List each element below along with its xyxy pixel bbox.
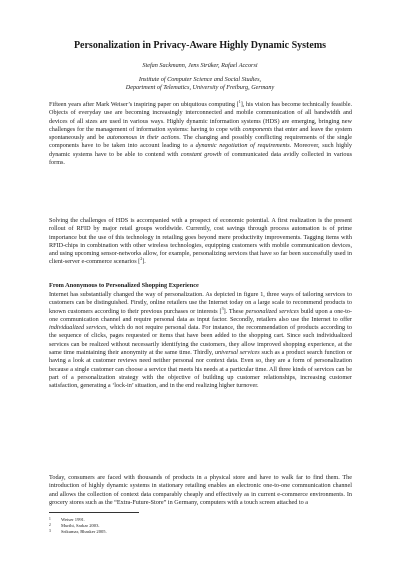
affiliation-line-2: Department of Telematics, University of Freiburg, Germany	[125, 84, 275, 91]
text-run: . The changing and possibly conflicting requirements of the single components have to be taken into account leading to a	[49, 134, 352, 150]
affiliation-line-1: Institute of Computer Science and Social Studies,	[138, 76, 262, 83]
emphasized-text: individualized services	[49, 324, 107, 332]
paper-authors: Stefan Sackmann, Jens Strüker, Rafael Accorsi	[142, 62, 258, 69]
footnote-number: 1	[49, 517, 51, 521]
emphasized-text: dynamic negotiation of requirements	[195, 142, 290, 150]
text-run: that enter and leave the system spontaneously and be	[49, 125, 352, 142]
emphasized-text: components	[242, 125, 273, 133]
footnote-text: Murthi, Sarkar 2003.	[61, 523, 100, 528]
text-run: . Moreover, such highly dynamic systems have to be able to contend with	[49, 142, 352, 158]
emphasized-text: personalized services	[245, 307, 299, 315]
body-paragraph-3	[49, 291, 352, 391]
footnote-number: 3	[49, 529, 51, 533]
text-run: , which do not require personal data. For instance, the recommendation of products according to the sequence of clicks, pages requested or items that have been added to the shopping cart. Since such individualized services can be realized without necessarily identifying the customers, they allow improved shopping experience, at the same time maintaining their anonymity at the same time. Thirdly,	[49, 324, 352, 357]
text-run: ], his vision has become technically feasible. Objects of everyday use are becoming increasingly interconnected and mobile communication of all bandwidth and devices of all sizes are used in various ways. Highly dynamic information systems (HDS) are emerging, bringing new challenges for the management of information systems: having to cope with	[49, 101, 352, 133]
section-heading: From Anonymous to Personalized Shopping Experience	[49, 282, 199, 289]
affiliation	[0, 76, 400, 92]
body-paragraph-2	[49, 217, 352, 267]
text-run: Today, consumers are faced with thousands of products in a physical store and have to walk far to find them. The introduction of highly dynamic systems in stationary retailing enables an electronic one-to-one communication channel and allows the collection of context data comparably cheaply and effectively as in current e-commerce environments. In grocery stores such as the “Extra-Future-Store” in Germany, computers with a touch screen attached to a	[49, 474, 352, 506]
text-run: such as a product search function or having a look at customer reviews need neither personal nor context data. Even so, they are a form of personalization because a single customer can choose a service that meets his needs at a particular time. All three kinds of services can be part of a personalization strategy with the objective of building up customer relationships, increasing customer satisfaction, generating a ‘lock-in’ situation, and in the end realizing higher turnover.	[49, 349, 353, 390]
body-paragraph-4	[49, 474, 352, 507]
footnote	[49, 529, 349, 535]
footnote-number: 2	[49, 523, 51, 527]
text-run: Fifteen years after Mark Weiser’s inspiring paper on ubiquitous computing [	[49, 101, 239, 108]
emphasized-text: constant growth	[180, 150, 222, 158]
footnote-text: Weiser 1991.	[61, 517, 86, 522]
text-run: ].	[142, 258, 146, 266]
text-run: Solving the challenges of HDS is accompanied with a prospect of economic potential. A first realization is the present rollout of RFID by major retail groups worldwide. Currently, cost savings through process automation is of prime importance but the use of this technology in retailing goes beyond mere productivity improvements. Tagging items with RFID-chips in combination with other wireless technologies, equipping customers with mobile communication devices, and using upcoming sensor-networks allow, for example, personalizing services that have so far been successfully used in client-server e-commerce scenarios [	[49, 217, 352, 266]
citation-mark: 3	[221, 305, 224, 311]
emphasized-text: universal services	[214, 349, 260, 357]
text-run: of communicated data avidly collected in various forms.	[49, 150, 352, 167]
paper-title: Personalization in Privacy-Aware Highly Dynamic Systems	[73, 40, 327, 51]
footnote-text: Srikumar, Bhasker 2005.	[61, 529, 107, 534]
text-run: build upon a one-to-one communication channel and require personal data as input factor. Secondly, retailers also use the Internet to offer	[49, 307, 352, 323]
footnote-list	[49, 517, 349, 535]
text-run: ]. These	[223, 307, 246, 315]
emphasized-text: autonomous in their actions	[106, 134, 180, 142]
citation-mark: 1	[238, 98, 241, 104]
text-run: Internet has substantially changed the way of personalization. As depicted in figure 1, three ways of tailoring services to customers can be distinguished. Firstly, online retailers use the Internet today on a large scale to recommend products to known customers according to their previous purchases or interests [	[49, 291, 352, 315]
body-paragraph-1	[49, 98, 352, 167]
citation-mark: 2	[140, 256, 143, 262]
footnote-divider	[49, 512, 139, 513]
